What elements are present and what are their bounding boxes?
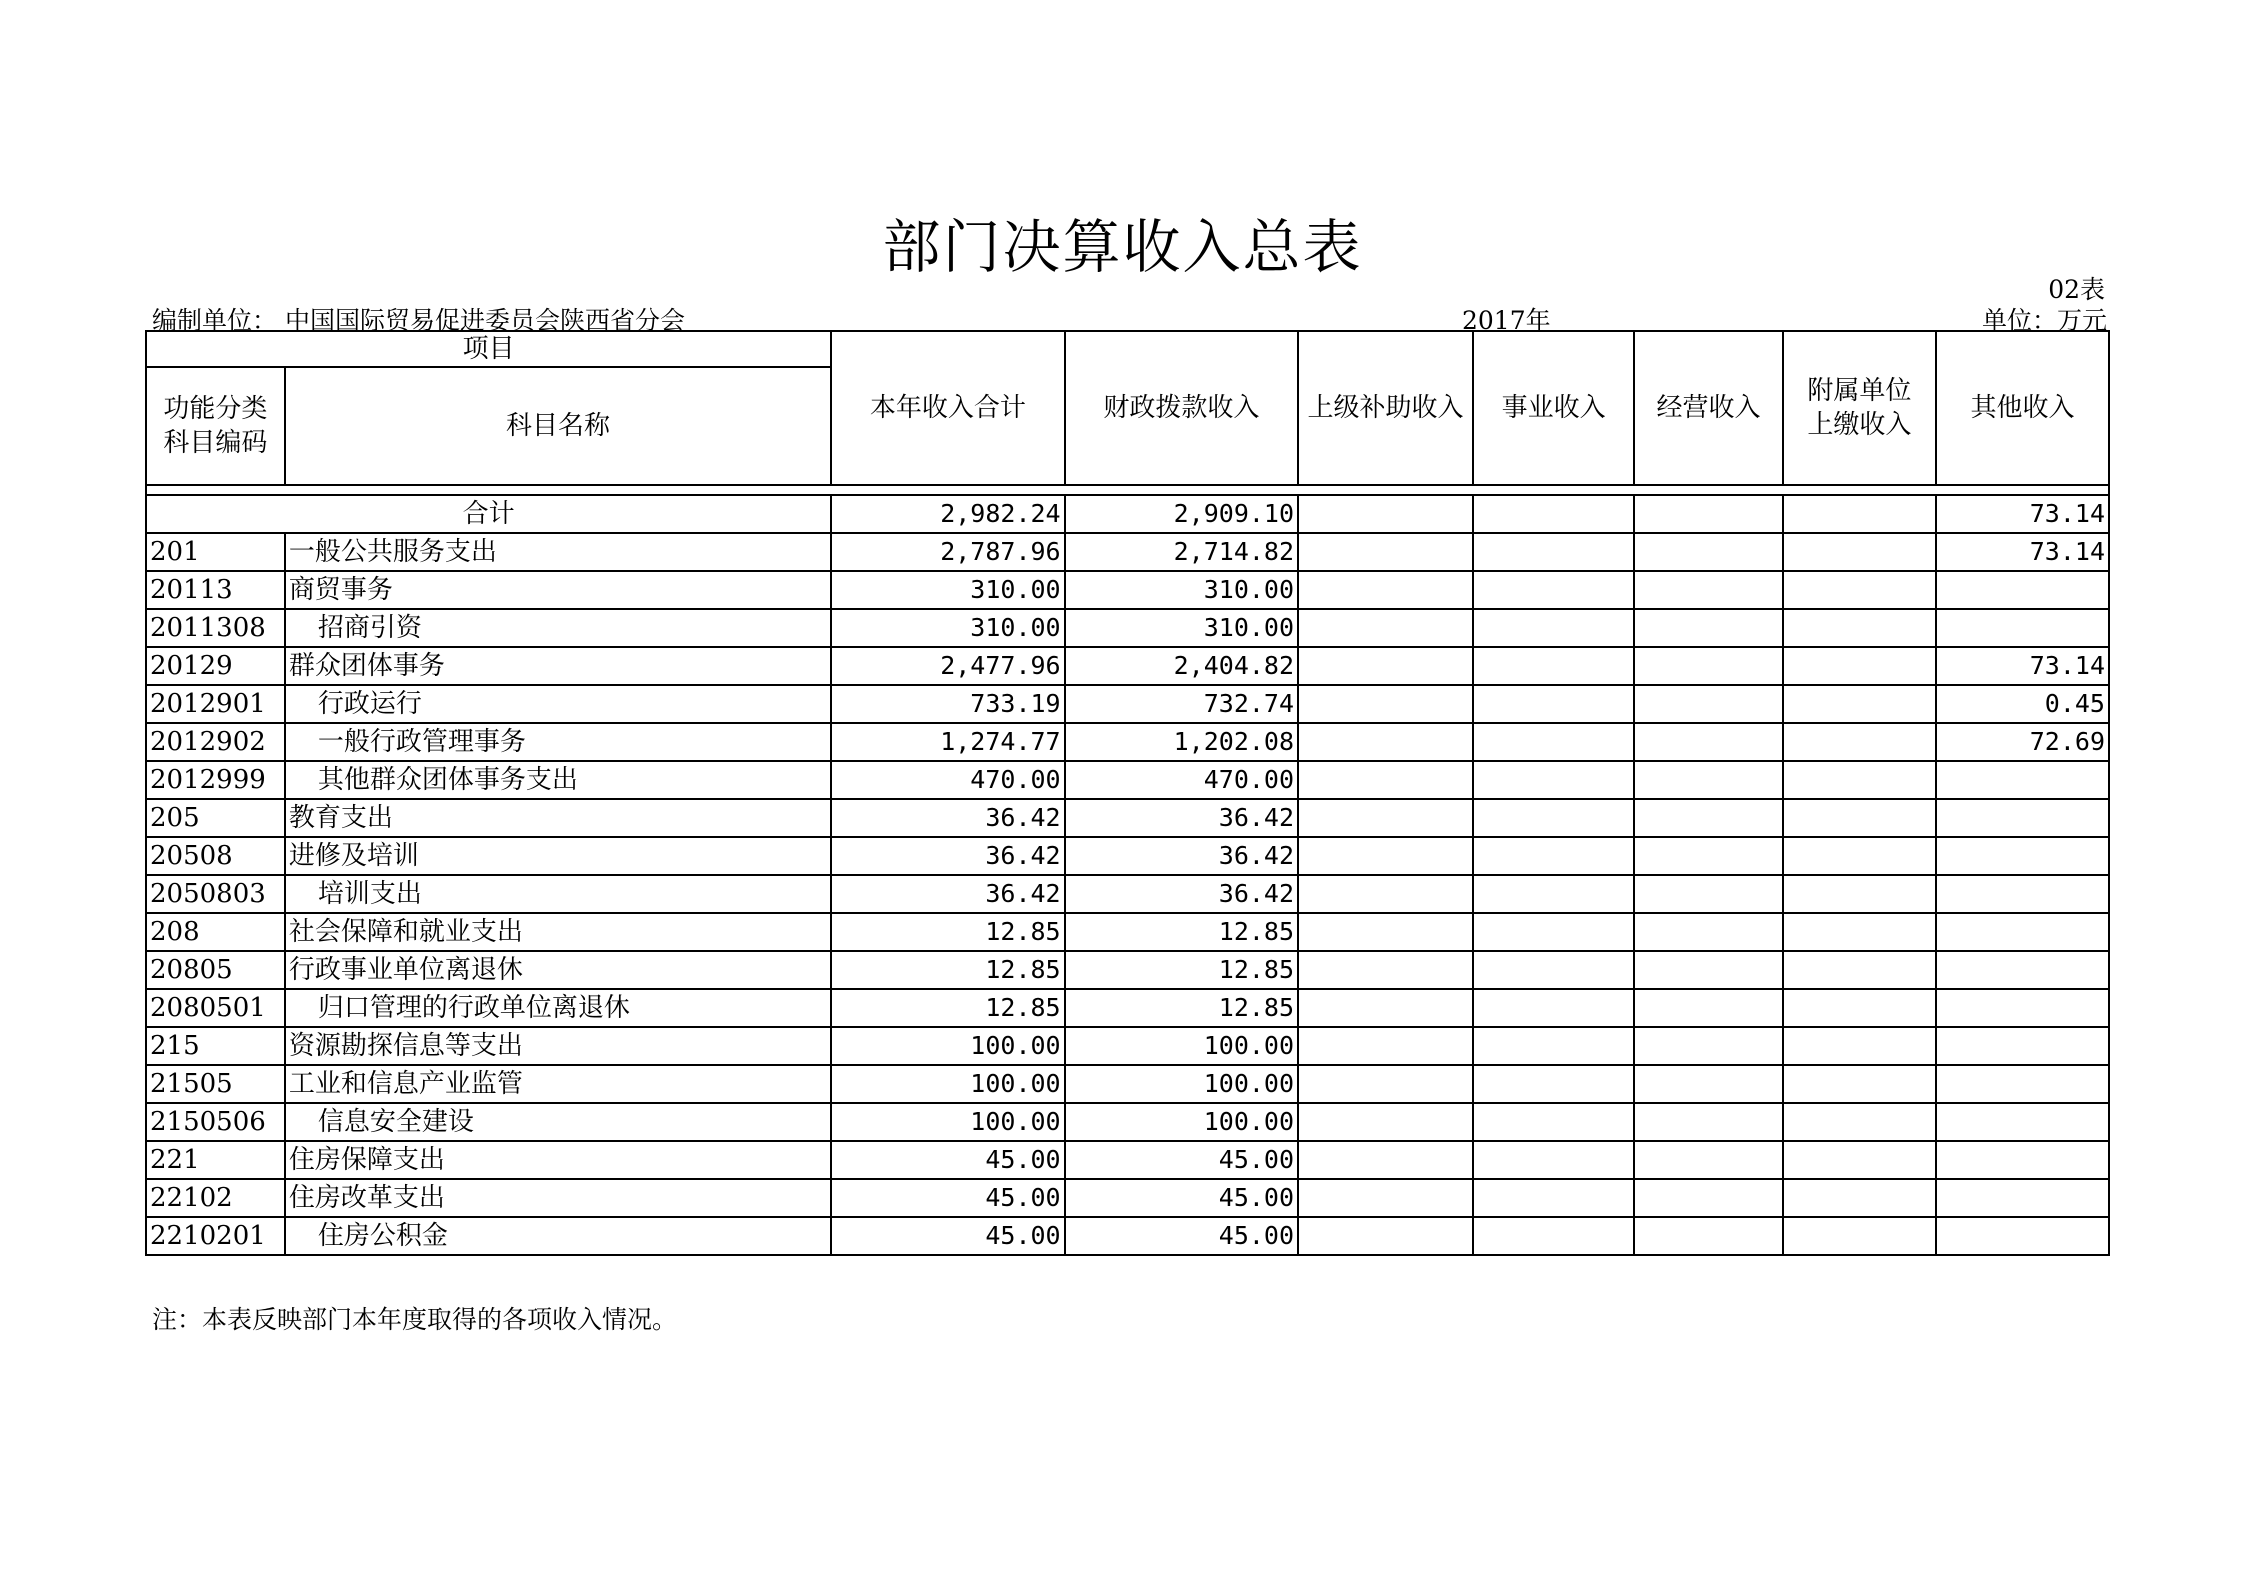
cell-affiliated — [1783, 685, 1936, 723]
cell-total-income: 36.42 — [831, 875, 1064, 913]
cell-affiliated — [1783, 1065, 1936, 1103]
table-row — [146, 533, 2109, 571]
total-business — [1473, 495, 1634, 533]
cell-affiliated — [1783, 761, 1936, 799]
cell-fiscal: 36.42 — [1065, 875, 1298, 913]
cell-code: 2012901 — [146, 685, 285, 723]
cell-code: 215 — [146, 1027, 285, 1065]
cell-superior-subsidy — [1298, 1141, 1473, 1179]
cell-other — [1936, 571, 2109, 609]
report-title: 部门决算收入总表 — [882, 213, 1363, 281]
cell-code: 208 — [146, 913, 285, 951]
cell-business — [1473, 1217, 1634, 1255]
cell-total-income: 12.85 — [831, 989, 1064, 1027]
cell-code: 2050803 — [146, 875, 285, 913]
cell-business — [1473, 1141, 1634, 1179]
cell-total-income: 733.19 — [831, 685, 1064, 723]
cell-superior-subsidy — [1298, 989, 1473, 1027]
cell-other: 73.14 — [1936, 533, 2109, 571]
cell-affiliated — [1783, 913, 1936, 951]
cell-total-income: 45.00 — [831, 1217, 1064, 1255]
cell-name: 其他群众团体事务支出 — [285, 761, 831, 799]
cell-name: 行政事业单位离退休 — [285, 951, 831, 989]
cell-total-income: 2,477.96 — [831, 647, 1064, 685]
total-fiscal: 2,909.10 — [1065, 495, 1298, 533]
cell-operating — [1634, 1103, 1783, 1141]
header-operating: 经营收入 — [1634, 331, 1783, 485]
cell-fiscal: 45.00 — [1065, 1141, 1298, 1179]
total-superior-subsidy — [1298, 495, 1473, 533]
cell-fiscal: 732.74 — [1065, 685, 1298, 723]
cell-name: 工业和信息产业监管 — [285, 1065, 831, 1103]
cell-total-income: 100.00 — [831, 1103, 1064, 1141]
cell-business — [1473, 799, 1634, 837]
cell-operating — [1634, 647, 1783, 685]
cell-operating — [1634, 1217, 1783, 1255]
cell-other: 73.14 — [1936, 647, 2109, 685]
header-total-income: 本年收入合计 — [831, 331, 1064, 485]
table-row — [146, 1179, 2109, 1217]
cell-other — [1936, 1065, 2109, 1103]
cell-superior-subsidy — [1298, 1103, 1473, 1141]
cell-name: 商贸事务 — [285, 571, 831, 609]
header-superior-subsidy: 上级补助收入 — [1298, 331, 1473, 485]
cell-affiliated — [1783, 647, 1936, 685]
cell-superior-subsidy — [1298, 1217, 1473, 1255]
cell-other: 0.45 — [1936, 685, 2109, 723]
total-row — [146, 495, 2109, 533]
cell-fiscal: 100.00 — [1065, 1103, 1298, 1141]
total-operating — [1634, 495, 1783, 533]
cell-superior-subsidy — [1298, 533, 1473, 571]
cell-other — [1936, 875, 2109, 913]
cell-code: 201 — [146, 533, 285, 571]
cell-name: 住房公积金 — [285, 1217, 831, 1255]
cell-fiscal: 310.00 — [1065, 609, 1298, 647]
cell-business — [1473, 837, 1634, 875]
table-row — [146, 1103, 2109, 1141]
cell-code: 2012999 — [146, 761, 285, 799]
cell-code: 21505 — [146, 1065, 285, 1103]
cell-operating — [1634, 685, 1783, 723]
cell-total-income: 12.85 — [831, 913, 1064, 951]
cell-business — [1473, 1027, 1634, 1065]
cell-name: 群众团体事务 — [285, 647, 831, 685]
form-number: 02表 — [2048, 275, 2105, 304]
cell-operating — [1634, 1141, 1783, 1179]
cell-affiliated — [1783, 609, 1936, 647]
cell-fiscal: 470.00 — [1065, 761, 1298, 799]
cell-other — [1936, 609, 2109, 647]
cell-code: 2080501 — [146, 989, 285, 1027]
cell-code: 2012902 — [146, 723, 285, 761]
cell-code: 20113 — [146, 571, 285, 609]
cell-name: 教育支出 — [285, 799, 831, 837]
cell-total-income: 36.42 — [831, 799, 1064, 837]
total-total-income: 2,982.24 — [831, 495, 1064, 533]
cell-fiscal: 12.85 — [1065, 951, 1298, 989]
total-affiliated — [1783, 495, 1936, 533]
cell-name: 归口管理的行政单位离退休 — [285, 989, 831, 1027]
cell-total-income: 310.00 — [831, 609, 1064, 647]
cell-operating — [1634, 989, 1783, 1027]
table-body — [146, 331, 2109, 1255]
unit-org: 编制单位： 中国国际贸易促进委员会陕西省分会 — [152, 306, 685, 335]
cell-name: 社会保障和就业支出 — [285, 913, 831, 951]
table-row — [146, 799, 2109, 837]
cell-total-income: 310.00 — [831, 571, 1064, 609]
table-row — [146, 1065, 2109, 1103]
cell-total-income: 45.00 — [831, 1141, 1064, 1179]
meta-row — [152, 301, 2107, 335]
cell-operating — [1634, 723, 1783, 761]
cell-name: 资源勘探信息等支出 — [285, 1027, 831, 1065]
cell-other — [1936, 1141, 2109, 1179]
cell-business — [1473, 951, 1634, 989]
cell-affiliated — [1783, 951, 1936, 989]
table-row — [146, 837, 2109, 875]
cell-total-income: 12.85 — [831, 951, 1064, 989]
cell-total-income: 100.00 — [831, 1027, 1064, 1065]
cell-superior-subsidy — [1298, 1027, 1473, 1065]
cell-fiscal: 45.00 — [1065, 1179, 1298, 1217]
cell-other — [1936, 913, 2109, 951]
cell-code: 2150506 — [146, 1103, 285, 1141]
cell-fiscal: 36.42 — [1065, 837, 1298, 875]
header-project: 项目 — [146, 331, 831, 367]
cell-business — [1473, 685, 1634, 723]
cell-code: 2011308 — [146, 609, 285, 647]
cell-fiscal: 310.00 — [1065, 571, 1298, 609]
cell-superior-subsidy — [1298, 685, 1473, 723]
cell-business — [1473, 647, 1634, 685]
cell-code: 205 — [146, 799, 285, 837]
cell-code: 22102 — [146, 1179, 285, 1217]
cell-name: 进修及培训 — [285, 837, 831, 875]
cell-name: 住房保障支出 — [285, 1141, 831, 1179]
header-other: 其他收入 — [1936, 331, 2109, 485]
header-gap-row — [146, 485, 2109, 495]
table-row — [146, 1027, 2109, 1065]
cell-operating — [1634, 533, 1783, 571]
cell-affiliated — [1783, 837, 1936, 875]
cell-business — [1473, 1179, 1634, 1217]
cell-business — [1473, 913, 1634, 951]
cell-business — [1473, 761, 1634, 799]
table-row — [146, 571, 2109, 609]
cell-fiscal: 45.00 — [1065, 1217, 1298, 1255]
table-row — [146, 913, 2109, 951]
header-affiliated: 附属单位上缴收入 — [1783, 331, 1936, 485]
cell-other — [1936, 1027, 2109, 1065]
cell-affiliated — [1783, 533, 1936, 571]
cell-operating — [1634, 1027, 1783, 1065]
footnote: 注：本表反映部门本年度取得的各项收入情况。 — [152, 1305, 678, 1334]
table-row — [146, 1217, 2109, 1255]
report-year: 2017年 — [1462, 306, 1551, 335]
cell-business — [1473, 1103, 1634, 1141]
cell-code: 2210201 — [146, 1217, 285, 1255]
cell-name: 住房改革支出 — [285, 1179, 831, 1217]
cell-business — [1473, 609, 1634, 647]
header-code: 功能分类科目编码 — [146, 367, 285, 485]
cell-business — [1473, 875, 1634, 913]
cell-name: 信息安全建设 — [285, 1103, 831, 1141]
cell-affiliated — [1783, 1141, 1936, 1179]
cell-superior-subsidy — [1298, 723, 1473, 761]
cell-operating — [1634, 799, 1783, 837]
cell-superior-subsidy — [1298, 875, 1473, 913]
cell-operating — [1634, 913, 1783, 951]
cell-superior-subsidy — [1298, 799, 1473, 837]
table-row — [146, 951, 2109, 989]
table-row — [146, 723, 2109, 761]
cell-other — [1936, 989, 2109, 1027]
cell-code: 221 — [146, 1141, 285, 1179]
cell-code: 20508 — [146, 837, 285, 875]
table-row — [146, 685, 2109, 723]
cell-fiscal: 100.00 — [1065, 1027, 1298, 1065]
cell-other — [1936, 1217, 2109, 1255]
cell-name: 一般行政管理事务 — [285, 723, 831, 761]
table-row — [146, 609, 2109, 647]
total-label: 合计 — [146, 495, 831, 533]
cell-business — [1473, 723, 1634, 761]
cell-operating — [1634, 1179, 1783, 1217]
header-business: 事业收入 — [1473, 331, 1634, 485]
cell-fiscal: 12.85 — [1065, 913, 1298, 951]
cell-operating — [1634, 837, 1783, 875]
cell-total-income: 2,787.96 — [831, 533, 1064, 571]
cell-business — [1473, 571, 1634, 609]
cell-operating — [1634, 761, 1783, 799]
cell-total-income: 1,274.77 — [831, 723, 1064, 761]
income-summary-table — [145, 330, 2110, 1256]
cell-operating — [1634, 1065, 1783, 1103]
cell-name: 行政运行 — [285, 685, 831, 723]
cell-affiliated — [1783, 989, 1936, 1027]
cell-operating — [1634, 609, 1783, 647]
cell-fiscal: 2,404.82 — [1065, 647, 1298, 685]
cell-superior-subsidy — [1298, 761, 1473, 799]
cell-superior-subsidy — [1298, 571, 1473, 609]
cell-superior-subsidy — [1298, 609, 1473, 647]
cell-operating — [1634, 875, 1783, 913]
total-other: 73.14 — [1936, 495, 2109, 533]
cell-operating — [1634, 951, 1783, 989]
cell-other — [1936, 799, 2109, 837]
cell-name: 一般公共服务支出 — [285, 533, 831, 571]
cell-fiscal: 2,714.82 — [1065, 533, 1298, 571]
cell-code: 20805 — [146, 951, 285, 989]
cell-affiliated — [1783, 1103, 1936, 1141]
cell-operating — [1634, 571, 1783, 609]
cell-fiscal: 12.85 — [1065, 989, 1298, 1027]
table-row — [146, 875, 2109, 913]
table-row — [146, 989, 2109, 1027]
cell-affiliated — [1783, 723, 1936, 761]
table-row — [146, 1141, 2109, 1179]
currency-unit: 单位：万元 — [1981, 306, 2107, 335]
cell-total-income: 45.00 — [831, 1179, 1064, 1217]
cell-other — [1936, 951, 2109, 989]
cell-fiscal: 1,202.08 — [1065, 723, 1298, 761]
table-row — [146, 647, 2109, 685]
cell-other — [1936, 837, 2109, 875]
table-row — [146, 761, 2109, 799]
cell-total-income: 470.00 — [831, 761, 1064, 799]
cell-name: 招商引资 — [285, 609, 831, 647]
cell-superior-subsidy — [1298, 913, 1473, 951]
cell-affiliated — [1783, 799, 1936, 837]
cell-superior-subsidy — [1298, 837, 1473, 875]
header-name: 科目名称 — [285, 367, 831, 485]
cell-fiscal: 36.42 — [1065, 799, 1298, 837]
cell-total-income: 100.00 — [831, 1065, 1064, 1103]
cell-affiliated — [1783, 1217, 1936, 1255]
cell-affiliated — [1783, 1027, 1936, 1065]
cell-superior-subsidy — [1298, 951, 1473, 989]
cell-other — [1936, 1179, 2109, 1217]
cell-name: 培训支出 — [285, 875, 831, 913]
cell-other: 72.69 — [1936, 723, 2109, 761]
cell-total-income: 36.42 — [831, 837, 1064, 875]
cell-affiliated — [1783, 1179, 1936, 1217]
cell-affiliated — [1783, 875, 1936, 913]
cell-business — [1473, 1065, 1634, 1103]
cell-affiliated — [1783, 571, 1936, 609]
cell-fiscal: 100.00 — [1065, 1065, 1298, 1103]
header-row-1 — [146, 331, 2109, 367]
cell-business — [1473, 533, 1634, 571]
cell-superior-subsidy — [1298, 647, 1473, 685]
cell-other — [1936, 1103, 2109, 1141]
cell-superior-subsidy — [1298, 1065, 1473, 1103]
cell-superior-subsidy — [1298, 1179, 1473, 1217]
cell-other — [1936, 761, 2109, 799]
cell-business — [1473, 989, 1634, 1027]
header-fiscal: 财政拨款收入 — [1065, 331, 1298, 485]
cell-code: 20129 — [146, 647, 285, 685]
